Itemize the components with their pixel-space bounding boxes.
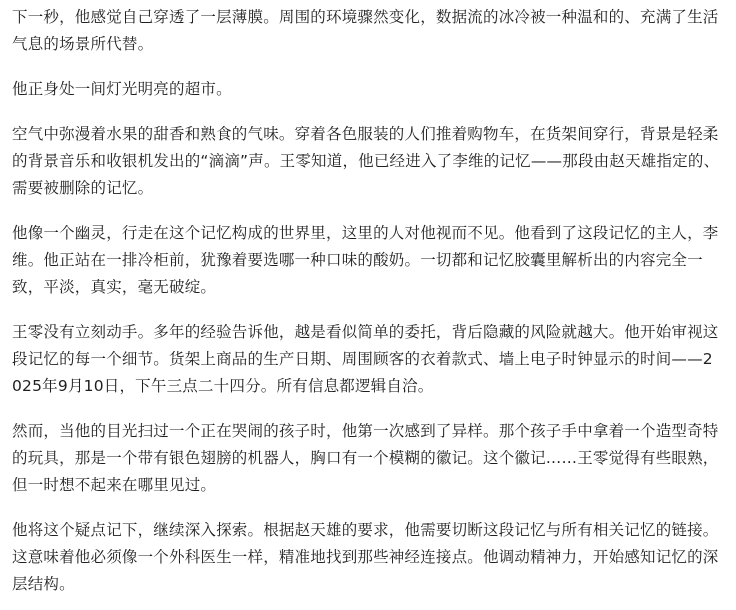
paragraph-6: 然而，当他的目光扫过一个正在哭闹的孩子时，他第一次感到了异样。那个孩子手中拿着一个造型奇特的玩具，那是一个带有银色翅膀的机器人，胸口有一个模糊的徽记。这个徽记……王零觉得有些眼熟，但一时想不起来在哪里见过。 bbox=[12, 422, 719, 494]
paragraph-3: 空气中弥漫着水果的甜香和熟食的气味。穿着各色服装的人们推着购物车，在货架间穿行，背景是轻柔的背景音乐和收银机发出的“滴滴”声。王零知道，他已经进入了李维的记忆——那段由赵天雄指定的、需要被删除的记忆。 bbox=[12, 125, 720, 197]
paragraph-7: 他将这个疑点记下，继续深入探索。根据赵天雄的要求，他需要切断这段记忆与所有相关记忆的链接。这意味着他必须像一个外科医生一样，精准地找到那些神经连接点。他调动精神力，开始感知记忆的深层结构。 bbox=[12, 521, 719, 593]
paragraph-2: 他正身处一间灯光明亮的超市。 bbox=[12, 80, 232, 98]
paragraph-4: 他像一个幽灵，行走在这个记忆构成的世界里，这里的人对他视而不见。他看到了这段记忆的主人，李维。他正站在一排冷柜前，犹豫着要选哪一种口味的酸奶。一切都和记忆胶囊里解析出的内容完全一致，平淡，真实，毫无破绽。 bbox=[12, 224, 719, 296]
paragraph-5: 王零没有立刻动手。多年的经验告诉他，越是看似简单的委托，背后隐藏的风险就越大。他开始审视这段记忆的每一个细节。货架上商品的生产日期、周围顾客的衣着款式、墙上电子时钟显示的时间——2025年9月10日，下午三点二十四分。所有信息都逻辑自洽。 bbox=[12, 323, 719, 395]
paragraph-1: 下一秒，他感觉自己穿透了一层薄膜。周围的环境骤然变化，数据流的冰冷被一种温和的、充满了生活气息的场景所代替。 bbox=[12, 8, 719, 53]
